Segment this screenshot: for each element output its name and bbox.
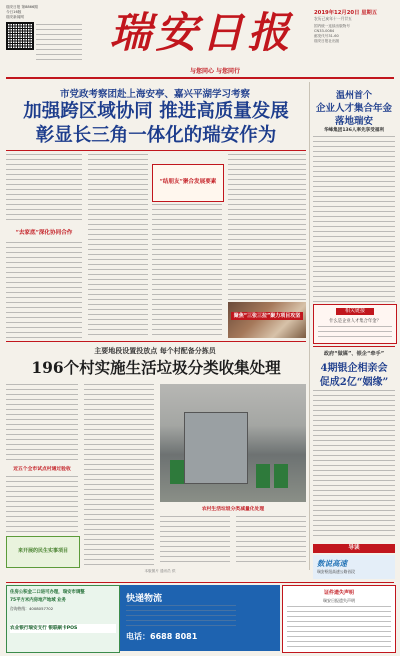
lead-headline-2: 彰显长三角一体化的瑞安作为 — [35, 125, 277, 146]
bin-shape-1 — [170, 460, 184, 484]
right-info-4: 瑞安日报社出版 — [314, 39, 340, 43]
sidebar-subhead: 华峰集团136人率先享受福利 — [323, 128, 385, 133]
left-info-1: 瑞安日报 第8866期 — [6, 5, 38, 9]
second-body-col-1 — [6, 384, 78, 462]
second-body-col-4 — [236, 516, 306, 566]
masthead-date: 2019年12月20日 星期五 — [314, 10, 378, 16]
ad-3-line-2: 瑞安日报遗失声明 — [323, 598, 355, 603]
masthead-left-info — [6, 5, 68, 20]
sidebar-story2-head-1: 4期银企相亲会 — [320, 363, 388, 374]
ad-3-body — [287, 606, 391, 648]
qr-code-icon — [6, 22, 34, 50]
sidebar-related-box — [313, 304, 397, 344]
paper-name-logo: 瑞安日报 — [109, 8, 294, 57]
guide-panel — [313, 555, 395, 579]
left-info-2: 今日16版 — [6, 10, 22, 14]
bin-shape-2 — [256, 464, 270, 488]
lead-headline-1: 加强跨区域协同 推进高质量发展 — [23, 101, 289, 122]
lead-subhead-2: “结朋友”聚合发展要素 — [159, 179, 217, 185]
sidebar-story2-body — [313, 390, 395, 540]
guide-label: 导读 — [313, 544, 395, 553]
sidebar-body — [313, 136, 395, 302]
second-headline: 196个村实施生活垃圾分类收集处理 — [31, 358, 281, 377]
sidebar-box-body — [318, 326, 392, 340]
lead-kicker: 市党政考察团赴上海安亭、嘉兴平湖学习考察 — [59, 89, 250, 100]
masthead-left-text — [36, 24, 82, 64]
lead-body-col-3 — [152, 204, 222, 338]
lead-body-col-2 — [88, 154, 148, 338]
right-info-3: 邮发代号31-60 — [314, 34, 339, 38]
ad-2-brand: 快递物流 — [126, 594, 163, 604]
ad-2-phone: 电话：6688 8081 — [126, 632, 198, 641]
ad-1-line-4: 农业银行瑞安支行 银联刷卡POS — [10, 624, 116, 633]
left-info-3: 瑞安新闻网 — [6, 15, 24, 19]
ad-1 — [6, 585, 120, 653]
machine-shape — [184, 412, 248, 484]
masthead-right-info — [314, 24, 396, 44]
lead-pull-quote-box — [152, 164, 224, 202]
sidebar-headline-1: 企业人才集合年金 — [315, 103, 392, 114]
sidebar-divider — [309, 82, 310, 570]
ad-1-line-3: 咨询热线：4008057702 — [10, 606, 54, 611]
sidebar-rule-2 — [313, 346, 395, 347]
masthead — [0, 0, 400, 80]
second-subhead-1: 近五个全市试点村通过验收 — [13, 466, 71, 472]
second-rule — [6, 341, 306, 342]
second-body-col-1b — [6, 476, 78, 532]
ad-2 — [120, 585, 280, 651]
second-subhead-2: 农村生活垃圾分类减量化处理 — [201, 506, 265, 512]
sidebar-box-title: 相关链接 — [336, 308, 374, 315]
lead-body-col-4 — [228, 154, 306, 302]
right-info-2: CN33-0084 — [314, 29, 335, 33]
guide-caption: 瑞安枢纽高速公路首段 — [317, 569, 355, 574]
sidebar-box-text: 什么是企业人才集合年金？ — [329, 319, 381, 324]
ad-3-line-1: 证件遗失声明 — [323, 590, 354, 596]
lead-photo — [228, 302, 306, 338]
second-body-col-2 — [84, 384, 154, 566]
ads-rule — [6, 582, 394, 583]
masthead-bar — [6, 77, 394, 79]
second-badge — [6, 536, 80, 568]
second-photo — [160, 384, 306, 502]
sidebar-story2-head-2: 促成2亿“姻缘” — [319, 377, 389, 388]
second-badge-text: 来开展的民生实事项目 — [17, 548, 68, 554]
ad-2-body — [126, 605, 236, 627]
lead-pull-quote: 聚焦“三张三拉”聚力项目攻坚 — [231, 312, 303, 320]
sidebar-kicker: 温州首个 — [335, 91, 372, 101]
second-kicker: 主要地段设置投放点 每个村配备分拣员 — [94, 347, 216, 355]
sidebar-story2-kicker: 政府“做媒”、银企“牵手” — [323, 351, 385, 357]
ad-3 — [282, 585, 396, 653]
sidebar-headline-2: 落地瑞安 — [334, 116, 373, 127]
ad-1-line-1: 住房公积金二口进可办理，瑞安市调整 — [10, 590, 85, 595]
lead-body-col-1b — [6, 242, 82, 338]
lead-subhead-1: “去家底”深化协同合作 — [15, 230, 73, 236]
lead-rule — [6, 150, 306, 151]
lead-body-col-1 — [6, 154, 82, 224]
second-photo-caption: 本版图片 通讯员 供 — [144, 569, 176, 573]
slogan: 与您同心 与您同行 — [189, 68, 241, 75]
right-info-1: 国内统一连续出版物号 — [314, 24, 350, 28]
second-body-col-3 — [160, 516, 230, 566]
guide-logo-text: 数说高速 — [317, 559, 347, 568]
masthead-issue: 农历己亥年十一月廿五 — [314, 16, 352, 21]
bin-shape-3 — [274, 464, 288, 488]
ad-1-line-2: 75平方米内房地产地域 业务 — [10, 598, 66, 603]
